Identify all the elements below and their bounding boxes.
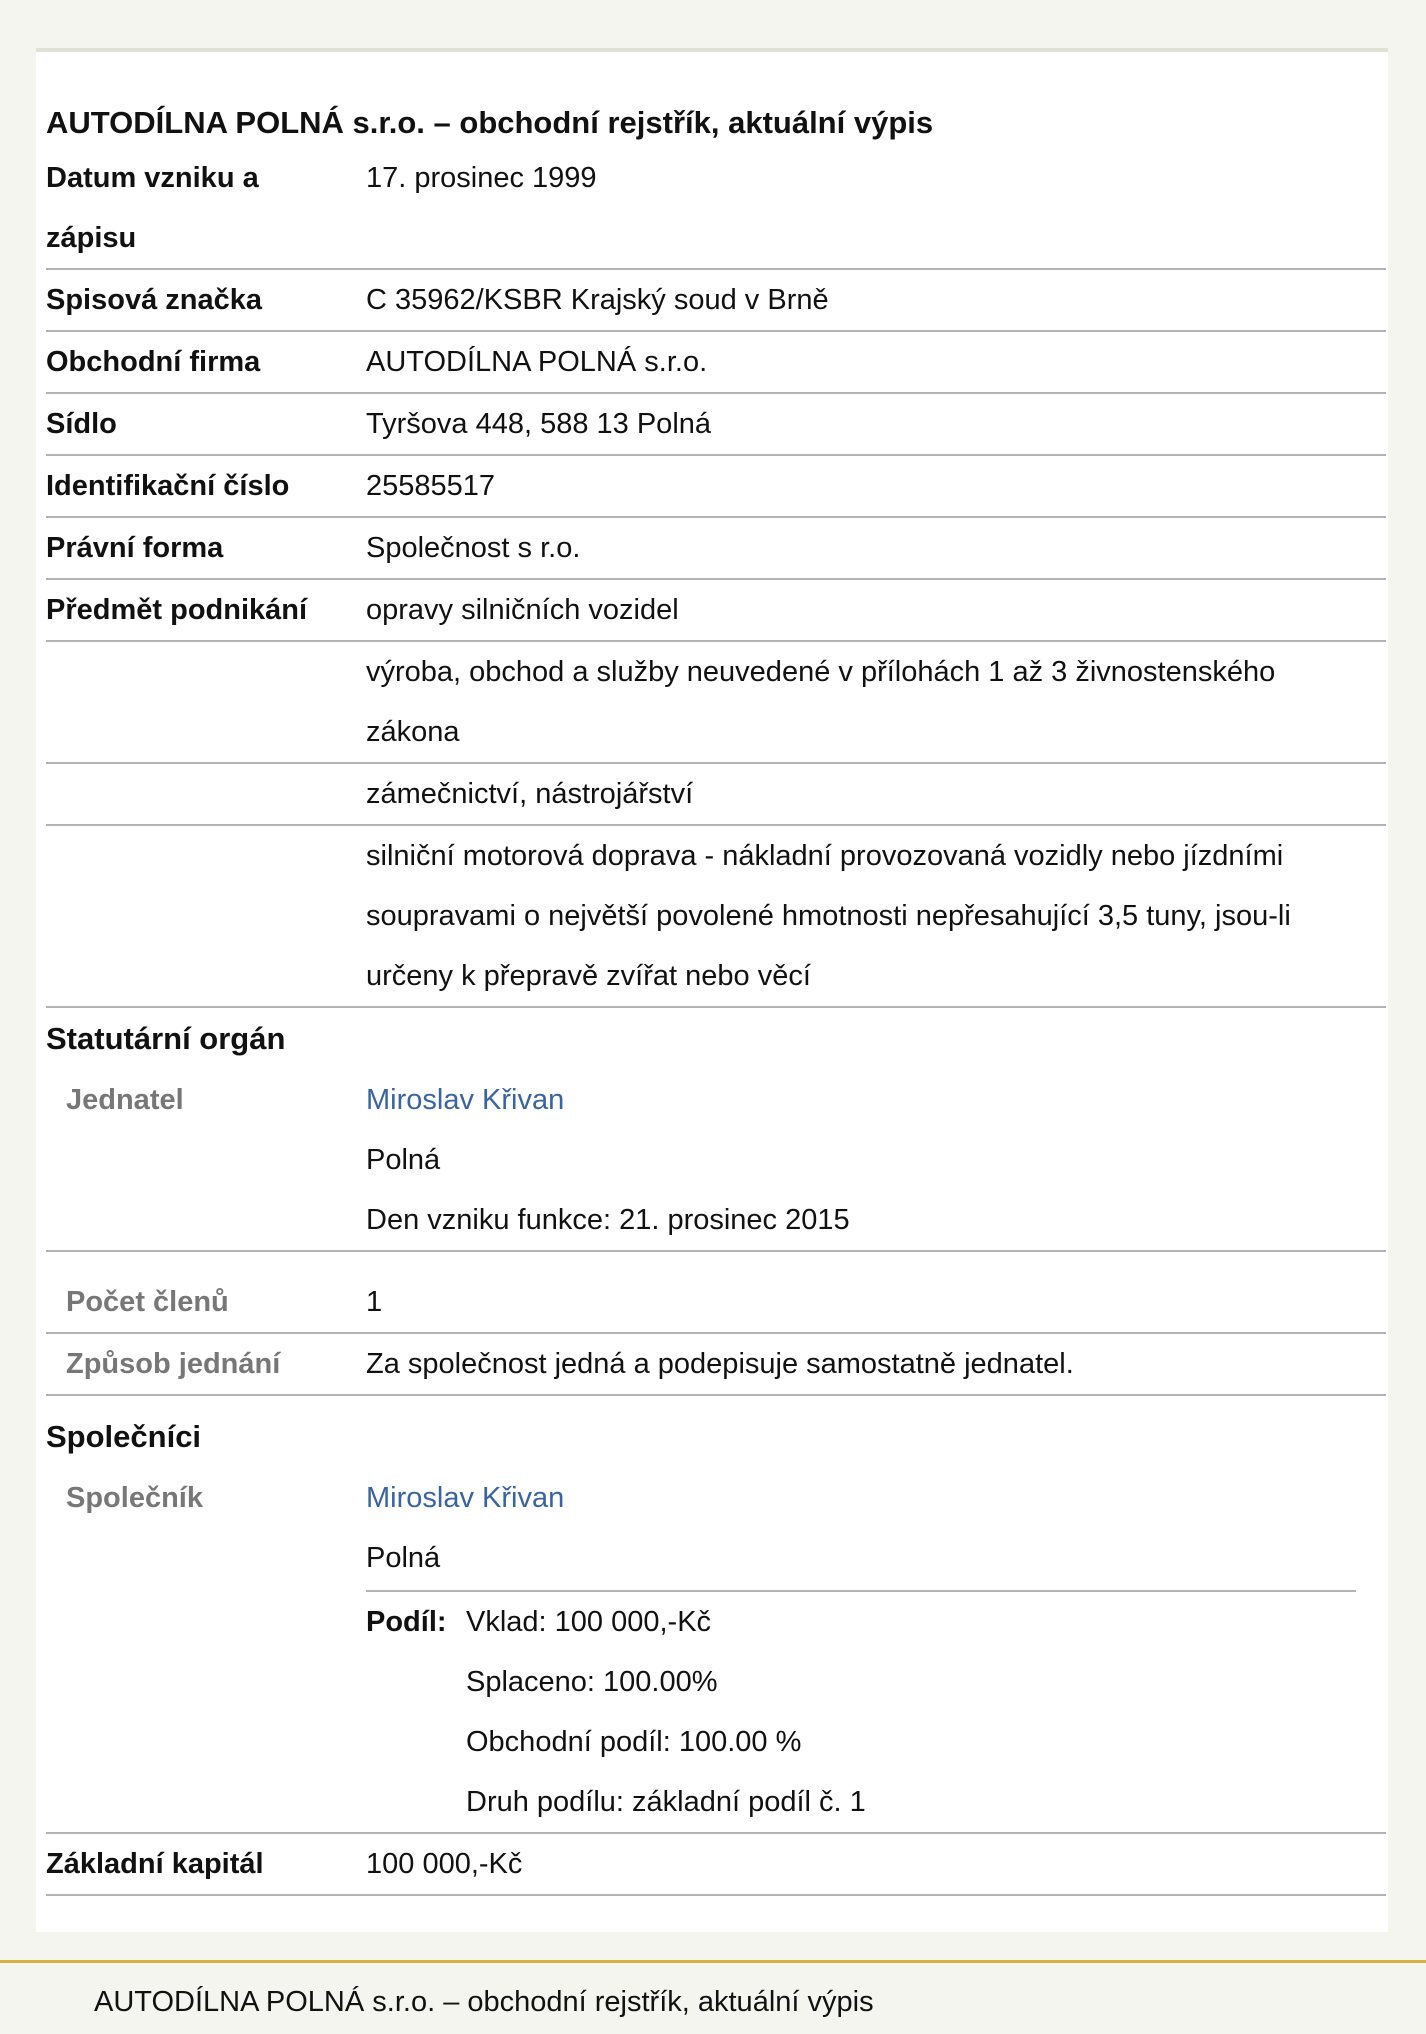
spolecnik-name-link[interactable]: Miroslav Křivan [366,1482,565,1514]
label-kapital: Základní kapitál [46,1848,264,1880]
registry-content [46,98,1386,1896]
label-sidlo: Sídlo [46,408,117,440]
label-forma: Právní forma [46,532,224,564]
footer-title: AUTODÍLNA POLNÁ s.r.o. – obchodní rejstřík, aktuální výpis [94,1986,874,2018]
label-ico: Identifikační číslo [46,470,290,502]
value-spisova: C 35962/KSBR Krajský soud v Brně [366,284,829,316]
statutarni-heading: Statutární orgán [46,1021,286,1056]
row-predmet-4 [46,826,1386,1008]
row-jednatel [46,1070,1386,1252]
podil-druh: Druh podílu: základní podíl č. 1 [466,1786,866,1818]
row-kapital [46,1834,1386,1896]
predmet-item: silniční motorová doprava - nákladní provozovaná vozidly nebo jízdními soupravami o největší povolené hmotnosti nepřesahující 3,5 tuny, jsou-li určeny k přepravě zvířat nebo věcí [366,840,1291,992]
row-pocet [46,1252,1386,1334]
label-pocet: Počet členů [66,1286,229,1318]
jednatel-detail [366,1070,1386,1250]
row-ico [46,456,1386,518]
label-predmet: Předmět podnikání [46,594,308,626]
footer-divider [0,1960,1426,1963]
value-ico: 25585517 [366,470,496,502]
label-firma: Obchodní firma [46,346,261,378]
podil-obchodni: Obchodní podíl: 100.00 % [466,1726,802,1758]
label-spisova: Spisová značka [46,284,262,316]
jednatel-since: Den vzniku funkce: 21. prosinec 2015 [366,1204,850,1236]
page-title: AUTODÍLNA POLNÁ s.r.o. – obchodní rejstřík, aktuální výpis [46,105,934,140]
row-predmet-1 [46,580,1386,642]
label-spolecnik: Společník [66,1482,203,1514]
podil-splaceno: Splaceno: 100.00% [466,1666,718,1698]
podil-block [366,1590,1356,1832]
row-sidlo [46,394,1386,456]
label-zpusob: Způsob jednání [66,1348,281,1380]
value-pocet: 1 [366,1286,383,1318]
row-spolecnik [46,1468,1386,1834]
value-kapital: 100 000,-Kč [366,1848,523,1880]
podil-label: Podíl: [366,1606,447,1638]
row-forma [46,518,1386,580]
jednatel-name-link[interactable]: Miroslav Křivan [366,1084,565,1116]
row-predmet-2 [46,642,1386,764]
podil-lines [466,1592,866,1832]
jednatel-city: Polná [366,1144,441,1176]
label-jednatel: Jednatel [66,1084,184,1116]
value-zpusob: Za společnost jedná a podepisuje samostatně jednatel. [366,1348,1074,1380]
spolecnik-detail [366,1468,1386,1832]
row-zpusob [46,1334,1386,1396]
predmet-item: opravy silničních vozidel [366,594,679,626]
row-predmet-3 [46,764,1386,826]
registry-card [36,48,1388,1932]
row-spisova [46,270,1386,332]
predmet-item: výroba, obchod a služby neuvedené v přílohách 1 až 3 živnostenského zákona [366,656,1276,748]
spolecnik-city: Polná [366,1542,441,1574]
value-datum: 17. prosinec 1999 [366,162,597,194]
podil-vklad: Vklad: 100 000,-Kč [466,1606,712,1638]
spolecnici-heading: Společníci [46,1419,202,1454]
row-firma [46,332,1386,394]
value-forma: Společnost s r.o. [366,532,581,564]
row-datum [46,148,1386,270]
value-firma: AUTODÍLNA POLNÁ s.r.o. [366,346,708,378]
value-sidlo: Tyršova 448, 588 13 Polná [366,408,712,440]
predmet-item: zámečnictví, nástrojářství [366,778,694,810]
label-datum: Datum vzniku a zápisu [46,162,259,254]
